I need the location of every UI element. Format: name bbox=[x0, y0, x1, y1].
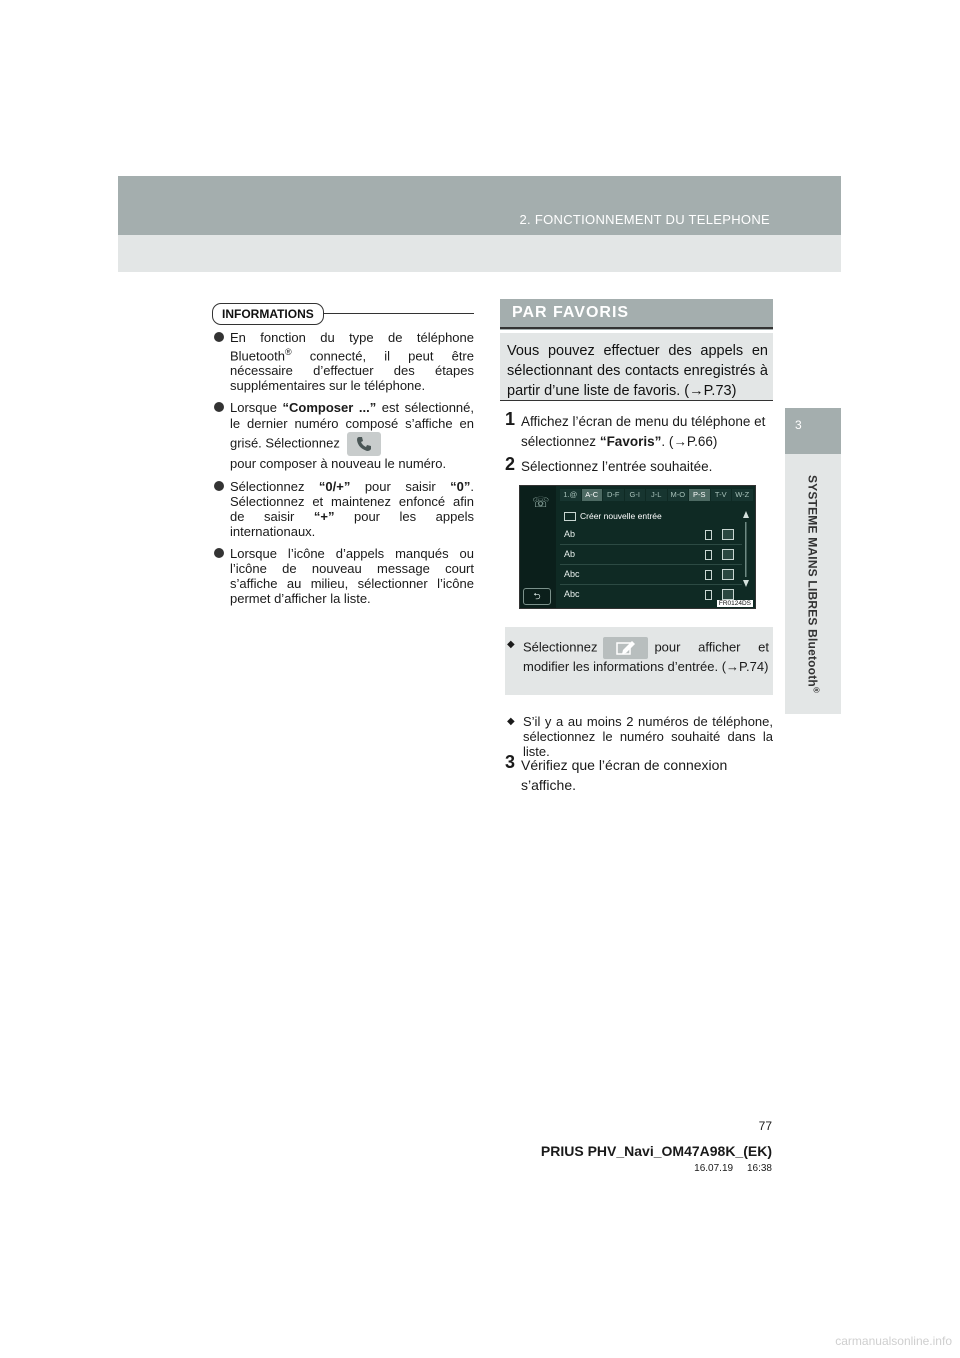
screen-tab: J-L bbox=[646, 489, 667, 501]
bullet-icon bbox=[214, 548, 224, 558]
document-id: PRIUS PHV_Navi_OM47A98K_(EK) bbox=[540, 1143, 772, 1159]
page-number: 77 bbox=[758, 1119, 772, 1133]
note-edit: ◆ Sélectionnez pour afficher et modifier les informations d’entrée. (→P.74) bbox=[507, 639, 769, 674]
favoris-header-rule bbox=[500, 327, 773, 329]
edit-icon bbox=[564, 512, 576, 521]
favoris-intro-text: Vous pouvez effectuer des appels en sélectionnant des contacts enregistrés à partir d’une liste de favoris. (→P.73) bbox=[507, 343, 768, 399]
phone-call-button-icon bbox=[347, 432, 381, 456]
screen-new-entry-row: Créer nouvelle entrée bbox=[560, 508, 742, 524]
diamond-bullet-icon: ◆ bbox=[507, 716, 515, 727]
screen-tab-selected: P-S bbox=[689, 489, 710, 501]
screen-tab: G-I bbox=[625, 489, 646, 501]
edit-entry-icon bbox=[722, 529, 734, 540]
screen-tab-selected: A-C bbox=[582, 489, 603, 501]
figure-code: FR0124DS bbox=[718, 600, 751, 607]
section-title: 2. FONCTIONNEMENT DU TELEPHONE bbox=[519, 212, 770, 227]
bullet-icon bbox=[214, 402, 224, 412]
phone-icon: ☏ bbox=[532, 494, 550, 510]
bullet-icon bbox=[214, 332, 224, 342]
info-item: Lorsque “Composer ...” est sélectionné, le dernier numéro composé s’affiche en grisé. Sélectionnez pour composer à nouveau le numéro. bbox=[214, 400, 474, 472]
step-3: 3 Vérifiez que l’écran de connexion s’affiche. bbox=[505, 752, 728, 793]
screen-tab: 1.@ bbox=[560, 489, 581, 501]
document-date: 16.07.19 16:38 bbox=[694, 1163, 772, 1174]
screen-list-row: Abc bbox=[560, 565, 742, 585]
favoris-title: PAR FAVORIS bbox=[512, 304, 630, 321]
bullet-icon bbox=[214, 481, 224, 491]
chapter-label: SYSTEME MAINS LIBRES Bluetooth® bbox=[805, 474, 821, 694]
info-title: INFORMATIONS bbox=[212, 303, 324, 325]
screen-tab: D-F bbox=[603, 489, 624, 501]
phone-number-icon bbox=[705, 550, 712, 560]
screen-tab: T-V bbox=[711, 489, 732, 501]
edit-entry-icon bbox=[722, 549, 734, 560]
screen-list-row: Ab bbox=[560, 545, 742, 565]
info-list bbox=[214, 330, 474, 613]
screen-list-row: Ab bbox=[560, 525, 742, 545]
info-item: Sélectionnez “0/+” pour saisir “0”. Sélectionnez et maintenez enfoncé afin de saisir “+” pour les appels internationaux. bbox=[214, 479, 474, 539]
back-button-icon: ⮌ bbox=[523, 588, 551, 605]
scroll-arrows-icon bbox=[741, 510, 749, 590]
phone-number-icon bbox=[705, 590, 712, 600]
screen-tab: M-O bbox=[668, 489, 689, 501]
step-1: 1 Affichez l’écran de menu du téléphone et sélectionnez “Favoris”. (→P.66) bbox=[505, 409, 766, 449]
favorites-screen-image bbox=[519, 485, 756, 609]
screen-tab: W-Z bbox=[732, 489, 753, 501]
note-multiple-numbers: ◆ S’il y a au moins 2 numéros de téléphone, sélectionnez le numéro souhaité dans la liste. bbox=[507, 714, 773, 759]
diamond-bullet-icon: ◆ bbox=[507, 639, 515, 650]
phone-number-icon bbox=[705, 570, 712, 580]
watermark: carmanualsonline.info bbox=[835, 1334, 952, 1348]
chapter-tab-number: 3 bbox=[785, 408, 841, 454]
edit-entry-icon bbox=[722, 589, 734, 600]
info-item: En fonction du type de téléphone Bluetooth® connecté, il peut être nécessaire d’effectuer des étapes supplémentaires sur le téléphone. bbox=[214, 330, 474, 393]
screen-list-row: Abc bbox=[560, 585, 742, 604]
phone-number-icon bbox=[705, 530, 712, 540]
info-item: Lorsque l’icône d’appels manqués ou l’icône de nouveau message court s’affiche au milieu, sélectionner l’icône permet d’afficher la liste. bbox=[214, 546, 474, 606]
screen-alphabet-tabs bbox=[560, 489, 753, 501]
edit-entry-icon bbox=[722, 569, 734, 580]
edit-button-icon bbox=[603, 637, 648, 659]
step-2: 2 Sélectionnez l’entrée souhaitée. bbox=[505, 454, 713, 474]
